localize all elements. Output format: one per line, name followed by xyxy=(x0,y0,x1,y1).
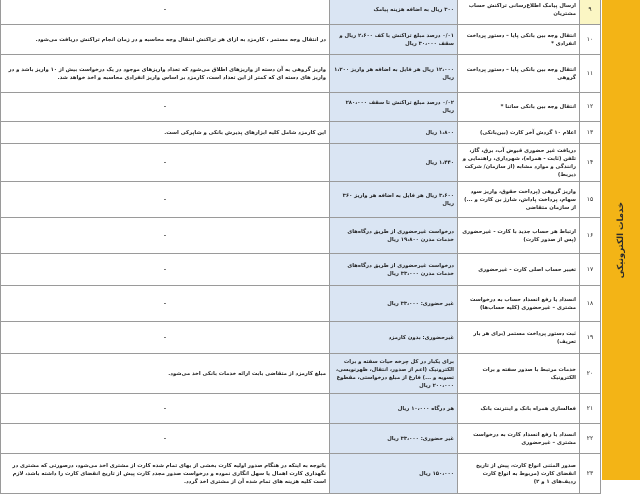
table-row xyxy=(1,0,601,25)
note-text: - xyxy=(163,104,167,110)
fee-cell: ۱،۸۰۰ ریال xyxy=(330,122,458,144)
note-cell xyxy=(1,424,330,454)
fee-cell: غیر حضوری: ۳۳،۰۰۰ ریال xyxy=(330,424,458,454)
fee-cell: برای یکبار در کل چرخه حیات سفته و برات الکترونیک (اعم از صدور، انتقال، ظهرنویسی، تسویه و ...) فارغ از مبلغ درخواستی، مقطوع ۲۰۰،۰۰۰ ریال xyxy=(330,354,458,394)
fee-cell: غیر حضوری: ۳۳،۰۰۰ ریال xyxy=(330,286,458,322)
fee-cell: ۳،۶۰۰ ریال هر فایل به اضافه هر واریز ۳۶۰ ریال xyxy=(330,182,458,218)
note-cell xyxy=(1,286,330,322)
table-row xyxy=(1,182,601,218)
row-number: ۱۶ xyxy=(580,218,601,254)
row-number: ۱۱ xyxy=(580,55,601,93)
note-text: - xyxy=(163,266,167,273)
service-cell: دریافت غیر حضوری قبوض آب، برق، گاز، تلفن (ثابت - همراه)، شهرداری، راهنمایی و رانندگی و موارد مشابه (از سازمان/ شرکت ذیربط) xyxy=(458,144,580,182)
service-cell: ارتباط هر حساب جدید با کارت - غیرحضوری (پس از صدور کارت) xyxy=(458,218,580,254)
service-cell: ارسال پیامک اطلاع‌رسانی تراکنش حساب مشتریان xyxy=(458,0,580,25)
table-row xyxy=(1,322,601,354)
service-cell: انتقال وجه بین بانکی ساتنا * xyxy=(458,93,580,122)
table-row xyxy=(1,93,601,122)
service-cell: واریز گروهی (پرداخت حقوق، واریز سود سهام، پرداخت پاداش، شارژ بن کارت و ...) از سازمان متقاضی xyxy=(458,182,580,218)
fee-cell: ۱،۴۴۰ ریال xyxy=(330,144,458,182)
service-cell: تغییر حساب اصلی کارت - غیرحضوری xyxy=(458,254,580,286)
table-row xyxy=(1,354,601,394)
row-number: ۱۰ xyxy=(580,25,601,55)
note-text: - xyxy=(163,196,167,203)
note-cell xyxy=(1,144,330,182)
row-number: ۲۲ xyxy=(580,424,601,454)
fee-cell: ۰/۰۲ درصد مبلغ تراکنش تا سقف ۲۸۰،۰۰۰ ریال xyxy=(330,93,458,122)
fee-cell: ۱۲،۰۰۰ ریال هر فایل به اضافه هر واریز ۱،۲۰۰ ریال xyxy=(330,55,458,93)
service-cell: فعالسازی همراه بانک و اینترنت بانک xyxy=(458,394,580,424)
note-cell xyxy=(1,182,330,218)
fee-cell: غیرحضوری: بدون کارمزد xyxy=(330,322,458,354)
service-cell: انسداد یا رفع انسداد کارت به درخواست مشتری – غیرحضوری xyxy=(458,424,580,454)
row-number: ۱۵ xyxy=(580,182,601,218)
table-row xyxy=(1,454,601,494)
note-cell xyxy=(1,0,330,25)
service-cell: خدمات مرتبط با صدور سفته و برات الکترونیک xyxy=(458,354,580,394)
table-row xyxy=(1,218,601,254)
row-number: ۱۴ xyxy=(580,144,601,182)
service-cell: انتقال وجه بین بانکی پایا – دستور پرداخت انفرادی * xyxy=(458,25,580,55)
fee-cell: ۳۰۰ ریال به اضافه هزینه پیامک xyxy=(330,0,458,25)
table-row xyxy=(1,55,601,93)
fee-cell: ۱۵۰،۰۰۰ ریال xyxy=(330,454,458,494)
fee-cell: درخواست غیرحضوری از طریق درگاه‌های خدمات مدرن ۱۹،۸۰۰ ریال xyxy=(330,218,458,254)
fee-cell: ۰/۰۱ درصد مبلغ تراکنش با کف ۲،۶۰۰ ریال و سقف ۳۰،۰۰۰ ریال xyxy=(330,25,458,55)
row-number: ۲۳ xyxy=(580,454,601,494)
note-cell: باتوجه به اینکه در هنگام صدور اولیه کارت بخشی از بهای تمام شده کارت از مشتری اخذ می‌شود، درصورتی که مشتری در نگهداری کارت اهمال یا سهل انگاری نموده و درخواست صدور مجدد کارت پیش از تاریخ انقضای کارت را داشته باشد، لازم است کلیه هزینه های تمام شده آن از مشتری اخذ گردد. xyxy=(1,454,330,494)
row-number: ۱۲ xyxy=(580,93,601,122)
table-row xyxy=(1,394,601,424)
table-row xyxy=(1,424,601,454)
table-row xyxy=(1,122,601,144)
note-cell xyxy=(1,322,330,354)
note-cell xyxy=(1,254,330,286)
note-text: - xyxy=(163,405,167,412)
service-cell: انتقال وجه بین بانکی پایا – دستور پرداخت گروهی xyxy=(458,55,580,93)
service-cell: ثبت دستور پرداخت مستمر (برای هر بار تعریف) xyxy=(458,322,580,354)
note-cell: در انتقال وجه مستمر ، کارمزد به ازای هر تراکنش انتقال وجه محاسبه و در زمان انجام تراکنش دریافت می‌شود. xyxy=(1,25,330,55)
section-side-band xyxy=(602,0,640,480)
service-cell: صدور المثنی انواع کارت، پیش از تاریخ انقضای کارت (مربوط به انواع کارت ردیف‌های ۱ و ۲) xyxy=(458,454,580,494)
note-cell: مبلغ کارمزد از متقاضی بابت ارائه خدمات بانکی اخذ می‌شود. xyxy=(1,354,330,394)
table-row xyxy=(1,286,601,322)
note-text: - xyxy=(163,334,167,341)
note-text: - xyxy=(163,300,167,307)
row-number: ۹ xyxy=(580,0,601,25)
table-row xyxy=(1,25,601,55)
row-number: ۱۷ xyxy=(580,254,601,286)
note-text: - xyxy=(163,159,167,166)
note-text: - xyxy=(163,232,167,239)
service-cell: اعلام ۱۰ گردش آخر کارت (بین‌بانکی) xyxy=(458,122,580,144)
table-row xyxy=(1,254,601,286)
note-cell xyxy=(1,394,330,424)
row-number: ۲۱ xyxy=(580,394,601,424)
row-number: ۱۳ xyxy=(580,122,601,144)
note-cell: واریز گروهی به آن دسته از واریزهای اطلاق می‌شود که تعداد واریزهای موجود در یک درخواست بیش از ۱۰ واریز باشد و در واریز های دسته ای که کمتر از این تعداد است، کارمزد بر اساس واریز انفرادی محاسبه و اخذ خواهد شد. xyxy=(1,55,330,93)
note-text: - xyxy=(163,435,167,442)
note-cell xyxy=(1,218,330,254)
fee-cell: درخواست غیرحضوری از طریق درگاه‌های خدمات مدرن ۳۳،۰۰۰ ریال xyxy=(330,254,458,286)
row-number: ۲۰ xyxy=(580,354,601,394)
row-number: ۱۸ xyxy=(580,286,601,322)
note-cell: این کارمزد شامل کلیه ابزارهای پذیرش بانکی و شاپرکی است. xyxy=(1,122,330,144)
service-cell: انسداد یا رفع انسداد حساب به درخواست مشتری – غیرحضوری (کلیه حساب‌ها) xyxy=(458,286,580,322)
row-number: ۱۹ xyxy=(580,322,601,354)
fee-cell: هر درگاه ۱۰،۰۰۰ ریال xyxy=(330,394,458,424)
note-cell xyxy=(1,93,330,122)
section-label: خدمات الکترونیکی xyxy=(616,201,626,279)
table-row xyxy=(1,144,601,182)
note-text: - xyxy=(163,6,167,13)
